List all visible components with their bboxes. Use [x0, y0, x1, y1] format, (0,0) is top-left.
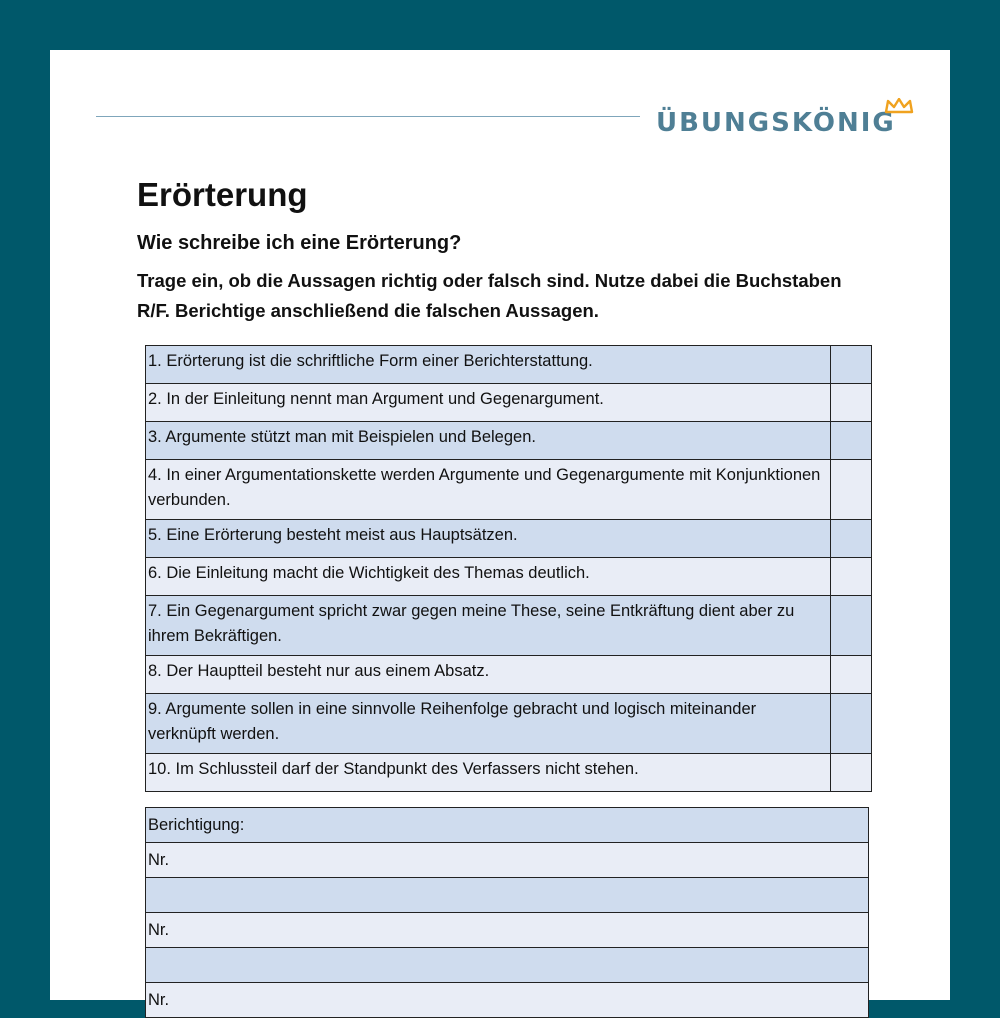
table-row [146, 843, 869, 878]
answer-cell[interactable] [831, 596, 872, 656]
answer-cell[interactable] [831, 754, 872, 792]
statement-text: 3. Argumente stützt man mit Beispielen und Belegen. [146, 422, 831, 460]
answer-cell[interactable] [831, 656, 872, 694]
statement-text: 2. In der Einleitung nennt man Argument und Gegenargument. [146, 384, 831, 422]
statement-text: 5. Eine Erörterung besteht meist aus Hauptsätzen. [146, 520, 831, 558]
table-row [146, 754, 872, 792]
table-row [146, 346, 872, 384]
answer-cell[interactable] [831, 520, 872, 558]
table-row [146, 948, 869, 983]
statement-text: 8. Der Hauptteil besteht nur aus einem Absatz. [146, 656, 831, 694]
page-title: Erörterung [137, 176, 308, 213]
correction-field[interactable] [146, 948, 869, 983]
table-row [146, 422, 872, 460]
table-row [146, 460, 872, 520]
statement-text: 10. Im Schlussteil darf der Standpunkt des Verfassers nicht stehen. [146, 754, 831, 792]
correction-field[interactable]: Nr. [146, 983, 869, 1018]
statement-text: 6. Die Einleitung macht die Wichtigkeit des Themas deutlich. [146, 558, 831, 596]
header-rule [96, 116, 640, 117]
table-row [146, 913, 869, 948]
page-subtitle: Wie schreibe ich eine Erörterung? [137, 232, 462, 254]
answer-cell[interactable] [831, 384, 872, 422]
table-row [146, 656, 872, 694]
corrections-table [145, 807, 869, 1018]
answer-cell[interactable] [831, 558, 872, 596]
answer-cell[interactable] [831, 460, 872, 520]
statement-text: 1. Erörterung ist die schriftliche Form einer Berichterstattung. [146, 346, 831, 384]
table-row [146, 878, 869, 913]
table-row [146, 384, 872, 422]
table-row [146, 596, 872, 656]
correction-field[interactable] [146, 878, 869, 913]
statement-text: 4. In einer Argumentationskette werden Argumente und Gegenargumente mit Konjunktionen verbunden. [146, 460, 831, 520]
table-row [146, 520, 872, 558]
corrections-header: Berichtigung: [146, 808, 869, 843]
task-instructions: Trage ein, ob die Aussagen richtig oder falsch sind. Nutze dabei die Buchstaben R/F. Berichtige anschließend die falschen Aussagen. [137, 270, 842, 321]
table-row [146, 694, 872, 754]
corrections-header-row [146, 808, 869, 843]
table-row [146, 983, 869, 1018]
answer-cell[interactable] [831, 422, 872, 460]
table-row [146, 558, 872, 596]
answer-cell[interactable] [831, 346, 872, 384]
correction-field[interactable]: Nr. [146, 913, 869, 948]
statement-text: 7. Ein Gegenargument spricht zwar gegen meine These, seine Entkräftung dient aber zu ihrem Bekräftigen. [146, 596, 831, 656]
worksheet-page [50, 50, 950, 1009]
statement-text: 9. Argumente sollen in eine sinnvolle Reihenfolge gebracht und logisch miteinander verknüpft werden. [146, 694, 831, 754]
answer-cell[interactable] [831, 694, 872, 754]
crown-icon [884, 98, 914, 114]
brand-logo: ÜBUNGSKÖNIG [656, 108, 896, 138]
statements-table [145, 345, 872, 792]
correction-field[interactable]: Nr. [146, 843, 869, 878]
